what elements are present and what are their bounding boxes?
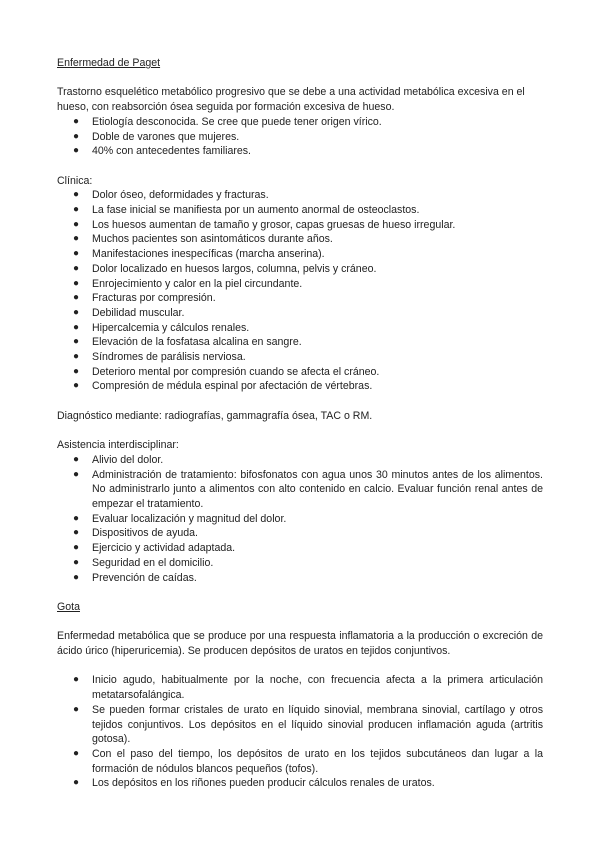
bullet-icon: ● [73, 145, 80, 157]
list-item: ● Dolor óseo, deformidades y fracturas. [73, 189, 269, 202]
bullet-icon: ● [73, 233, 80, 245]
paget-heading: Enfermedad de Paget [57, 57, 161, 69]
bullet-icon: ● [73, 542, 80, 554]
document-content [57, 56, 543, 791]
list-item: ● Elevación de la fosfatasa alcalina en sangre. [73, 336, 302, 349]
bullet-icon: ● [73, 262, 80, 274]
bullet-icon: ● [73, 351, 80, 363]
bullet-icon: ● [73, 453, 80, 465]
list-item: ● Se pueden formar cristales de urato en líquido sinovial, membrana sinovial, cartílago y otros tejidos conjuntivos. Los depósitos en el líquido sinovial producen inflamación aguda (artritis gotosa). [73, 703, 543, 746]
list-item: ● Prevención de caídas. [73, 571, 197, 584]
list-item: ● Muchos pacientes son asintomáticos durante años. [73, 233, 333, 246]
list-item: ● Dispositivos de ayuda. [73, 527, 198, 540]
list-item: ● Inicio agudo, habitualmente por la noche, con frecuencia afecta a la primera articulación metatarsofalángica. [73, 674, 543, 702]
bullet-icon: ● [73, 277, 80, 289]
list-item: ● Los huesos aumentan de tamaño y grosor, capas gruesas de hueso irregular. [73, 218, 456, 231]
bullet-icon: ● [73, 777, 80, 789]
list-item: ● Dolor localizado en huesos largos, columna, pelvis y cráneo. [73, 262, 377, 275]
bullet-icon: ● [73, 365, 80, 377]
bullet-icon: ● [73, 130, 80, 142]
paget-facts-list [57, 115, 543, 159]
bullet-icon: ● [73, 189, 80, 201]
asistencia-list [57, 453, 543, 585]
list-item: ● Debilidad muscular. [73, 306, 185, 319]
gota-heading: Gota [57, 600, 80, 613]
bullet-icon: ● [73, 556, 80, 568]
list-item: ● Enrojecimiento y calor en la piel circundante. [73, 277, 303, 290]
bullet-icon: ● [73, 292, 80, 304]
bullet-icon: ● [73, 674, 80, 686]
bullet-icon: ● [73, 468, 80, 480]
bullet-icon: ● [73, 115, 80, 127]
paget-intro: Trastorno esquelético metabólico progresivo que se debe a una actividad metabólica excesiva en el hueso, con reabsorción ósea seguida por formación excesiva de hueso. [57, 86, 525, 114]
bullet-icon: ● [73, 248, 80, 260]
bullet-icon: ● [73, 336, 80, 348]
list-item: ● Compresión de médula espinal por afectación de vértebras. [73, 380, 373, 393]
list-item: ● La fase inicial se manifiesta por un aumento anormal de osteoclastos. [73, 204, 420, 216]
list-item: ● Los depósitos en los riñones pueden producir cálculos renales de uratos. [73, 777, 435, 790]
bullet-icon: ● [73, 321, 80, 333]
bullet-icon: ● [73, 703, 80, 715]
list-item: ● 40% con antecedentes familiares. [73, 145, 251, 158]
asistencia-label: Asistencia interdisciplinar: [57, 439, 179, 452]
bullet-icon: ● [73, 527, 80, 539]
bullet-icon: ● [73, 306, 80, 318]
list-item: ● Hipercalcemia y cálculos renales. [73, 321, 250, 334]
list-item: ● Doble de varones que mujeres. [73, 130, 240, 143]
bullet-icon: ● [73, 571, 80, 583]
bullet-icon: ● [73, 218, 80, 230]
list-item: ● Síndromes de parálisis nerviosa. [73, 351, 246, 364]
list-item: ● Manifestaciones inespecíficas (marcha anserina). [73, 248, 325, 261]
bullet-icon: ● [73, 380, 80, 392]
list-item: ● Administración de tratamiento: bifosfonatos con agua unos 30 minutos antes de los alimentos. No administrarlo junto a alimentos con alto contenido en calcio. Evaluar función renal antes de empezar el tratamiento. [73, 468, 543, 511]
clinica-list [57, 188, 543, 394]
list-item: ● Evaluar localización y magnitud del dolor. [73, 512, 287, 525]
list-item: ● Fracturas por compresión. [73, 292, 216, 305]
list-item: ● Etiología desconocida. Se cree que puede tener origen vírico. [73, 115, 382, 128]
list-item: ● Ejercicio y actividad adaptada. [73, 542, 236, 555]
bullet-icon: ● [73, 204, 80, 215]
gota-list [57, 673, 543, 791]
gota-intro: Enfermedad metabólica que se produce por una respuesta inflamatoria a la producción o excreción de ácido úrico (hiperuricemia). Se producen depósitos de uratos en tejidos conjuntivos. [57, 630, 543, 658]
list-item: ● Con el paso del tiempo, los depósitos de urato en los tejidos subcutáneos dan lugar a la formación de nódulos blancos pequeños (tofos). [73, 747, 543, 775]
list-item: ● Deterioro mental por compresión cuando se afecta el cráneo. [73, 365, 380, 378]
list-item: ● Seguridad en el domicilio. [73, 556, 214, 569]
bullet-icon: ● [73, 747, 80, 759]
clinica-label: Clínica: [57, 174, 93, 187]
bullet-icon: ● [73, 512, 80, 524]
list-item: ● Alivio del dolor. [73, 453, 164, 466]
diagnostico-text: Diagnóstico mediante: radiografías, gammagrafía ósea, TAC o RM. [57, 409, 373, 422]
